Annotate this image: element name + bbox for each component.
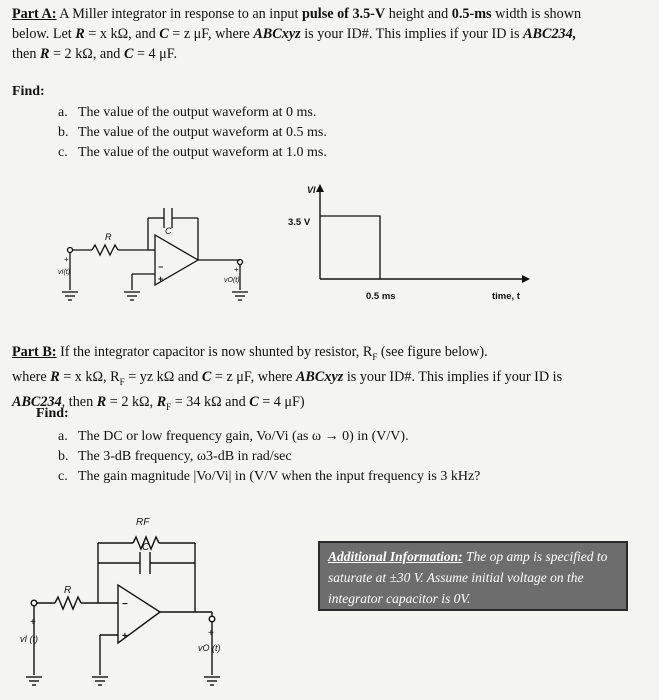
part-a-text: height and: [385, 6, 452, 22]
var-rf: R: [156, 393, 167, 410]
subscript: F: [166, 401, 172, 412]
part-a-paragraph: [12, 4, 652, 64]
list-text: The DC or low frequency gain, Vo/Vi (as ω → 0) in (V/V).: [78, 429, 409, 444]
part-b-heading: Part B:: [12, 344, 57, 360]
subscript: F: [372, 351, 378, 362]
var-c: C: [123, 46, 134, 62]
var-c: C: [159, 26, 169, 42]
list-text: The value of the output waveform at 0.5 ms.: [78, 125, 327, 140]
part-b-text: where: [12, 368, 51, 385]
id-placeholder: ABCxyz: [253, 26, 301, 42]
svg-text:+: +: [122, 631, 128, 642]
lossy-integrator-circuit: [0, 505, 260, 700]
id-example: ABC234: [12, 393, 62, 410]
part-a-heading: Part A:: [12, 6, 57, 22]
list-marker: b.: [58, 449, 69, 464]
resistor-r-symbol: [92, 245, 118, 255]
part-a-text: = 4 μF.: [133, 46, 178, 62]
part-a-text: A Miller integrator in response to an input: [56, 6, 302, 22]
part-b-text: = yz kΩ and: [124, 368, 202, 385]
svg-text:−: −: [122, 599, 128, 610]
var-r: R: [75, 26, 85, 42]
input-vi-label: vI(t): [58, 269, 71, 276]
resistor-r-label: R: [105, 232, 112, 242]
list-item: [58, 144, 327, 162]
list-marker: a.: [58, 429, 68, 444]
part-b-text: , then: [61, 393, 97, 410]
resistor-r-symbol: [55, 597, 81, 609]
list-item: [58, 124, 327, 142]
id-example: ABC234,: [523, 26, 577, 42]
find-label-a: Find:: [12, 84, 45, 99]
additional-info-box: [318, 541, 628, 611]
input-vi-label: vI (t): [20, 634, 38, 644]
part-b-text: is your ID#. This implies if your ID is: [343, 368, 563, 385]
input-plus-sign: +: [64, 255, 69, 264]
pulse-trace: [320, 216, 380, 279]
list-item: [58, 468, 480, 486]
output-plus-sign: +: [234, 265, 239, 274]
list-marker: a.: [58, 105, 68, 120]
output-plus-sign: +: [208, 628, 214, 639]
part-b-text: = 4 μF): [258, 393, 305, 410]
id-placeholder: ABCxyz: [295, 368, 344, 385]
y-axis-label: VI: [307, 185, 316, 195]
list-item: [58, 448, 292, 466]
y-axis-arrow: [316, 184, 324, 192]
list-item: [58, 428, 409, 446]
part-a-text: width is shown: [491, 6, 582, 22]
list-marker: c.: [58, 469, 68, 484]
resistor-rf-label: RF: [136, 517, 150, 528]
part-a-text: is your ID#. This implies if your ID is: [300, 26, 524, 42]
var-c: C: [249, 393, 259, 410]
var-r: R: [39, 46, 50, 62]
svg-text:+: +: [158, 274, 164, 284]
list-text: The value of the output waveform at 0 ms.: [78, 105, 317, 120]
width-label: 0.5 ms: [366, 291, 396, 302]
part-b-text: If the integrator capacitor is now shunted by resistor, R: [56, 344, 373, 360]
svg-text:−: −: [158, 262, 164, 272]
part-a-text: below. Let: [12, 26, 76, 42]
list-text: The value of the output waveform at 1.0 ms.: [78, 145, 327, 160]
part-a-text: then: [12, 46, 40, 62]
part-a-text: = z μF, where: [168, 26, 254, 42]
part-a-text: = 2 kΩ, and: [49, 46, 124, 62]
capacitor-c-label: C: [165, 226, 172, 236]
list-marker: b.: [58, 125, 69, 140]
subscript: F: [119, 376, 125, 387]
info-body: The op amp is specified to saturate at ±30 V. Assume initial voltage on the integrator capacitor is 0V.: [328, 549, 608, 606]
input-pulse-waveform: [280, 178, 540, 303]
var-r: R: [96, 393, 107, 410]
x-axis-arrow: [522, 275, 530, 283]
part-b-text: = 2 kΩ,: [106, 393, 157, 410]
part-a-text: = x kΩ, and: [84, 26, 160, 42]
var-r: R: [50, 368, 60, 385]
list-item: [58, 104, 316, 122]
pulse-height: pulse of 3.5-V: [302, 6, 386, 22]
x-axis-label: time, t: [492, 291, 520, 302]
output-vo-label: vO (t): [198, 643, 221, 653]
output-vo-label: vO(t): [224, 277, 240, 284]
resistor-r-label: R: [64, 585, 72, 596]
miller-integrator-circuit: [0, 190, 270, 310]
list-text: The 3-dB frequency, ω3-dB in rad/sec: [78, 449, 292, 464]
height-label: 3.5 V: [288, 217, 311, 228]
part-b-text: = x kΩ, R: [59, 368, 120, 385]
input-plus-sign: +: [30, 617, 36, 628]
capacitor-c-label: C: [142, 542, 150, 553]
info-heading: Additional Information:: [328, 549, 463, 564]
part-b-text: = 34 kΩ and: [171, 393, 250, 410]
list-text: The gain magnitude |Vo/Vi| in (V/V when the input frequency is 3 kHz?: [78, 469, 481, 484]
list-marker: c.: [58, 145, 68, 160]
var-c: C: [201, 368, 212, 385]
find-label-b: Find:: [36, 406, 69, 421]
pulse-width: 0.5-ms: [451, 6, 492, 22]
part-b-text: = z μF, where: [211, 368, 296, 385]
part-b-paragraph: [12, 342, 652, 416]
part-b-text: (see figure below).: [377, 344, 488, 360]
